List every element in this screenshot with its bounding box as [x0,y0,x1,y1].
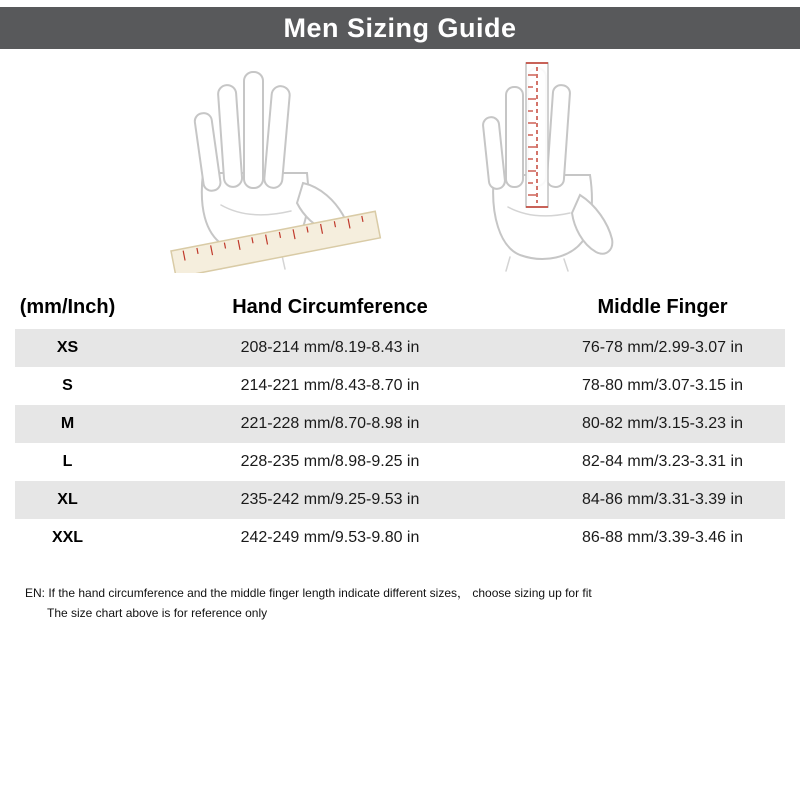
table-row-s [15,367,785,405]
hand-circumference-value: 221-228 mm/8.70-8.98 in [240,415,420,432]
middle-finger-value: 78-80 mm/3.07-3.15 in [582,377,743,394]
hand-circumference-illustration [163,55,388,273]
size-table [15,285,785,557]
footnote-sizing-advice: EN: If the hand circumference and the middle finger length indicate different sizes， choose sizing up for fit [25,586,592,600]
hand-circumference-value: 214-221 mm/8.43-8.70 in [240,377,420,394]
footnotes [25,584,592,620]
middle-finger-value: 86-88 mm/3.39-3.46 in [582,529,743,546]
table-row-m [15,405,785,443]
size-label: XXL [51,529,84,546]
size-label: M [60,415,75,432]
column-header-hand-circumference: Hand Circumference [232,295,428,318]
ruler [526,63,548,207]
hand-circumference-value: 208-214 mm/8.19-8.43 in [240,339,420,356]
middle-finger-illustration [448,55,638,273]
size-label: XS [56,339,79,356]
table-header-row [15,285,785,329]
hand-circumference-value: 228-235 mm/8.98-9.25 in [240,453,420,470]
header-bar [0,7,800,49]
hand-circumference-value: 242-249 mm/9.53-9.80 in [240,529,420,546]
middle-finger-value: 84-86 mm/3.31-3.39 in [582,491,743,508]
table-row-xxl [15,519,785,557]
middle-finger-value: 80-82 mm/3.15-3.23 in [582,415,743,432]
size-label: S [62,377,73,394]
size-label: L [62,453,73,470]
column-header-middle-finger: Middle Finger [597,295,728,318]
table-row-xl [15,481,785,519]
middle-finger-value: 76-78 mm/2.99-3.07 in [582,339,743,356]
footnote-reference-only: The size chart above is for reference only [47,606,268,620]
page-title: Men Sizing Guide [283,12,517,43]
column-header-unit: (mm/Inch) [19,295,116,318]
table-row-xs [15,329,785,367]
illustrations [0,55,800,273]
middle-finger-value: 82-84 mm/3.23-3.31 in [582,453,743,470]
size-label: XL [57,491,78,508]
table-row-l [15,443,785,481]
hand-circumference-value: 235-242 mm/9.25-9.53 in [240,491,420,508]
